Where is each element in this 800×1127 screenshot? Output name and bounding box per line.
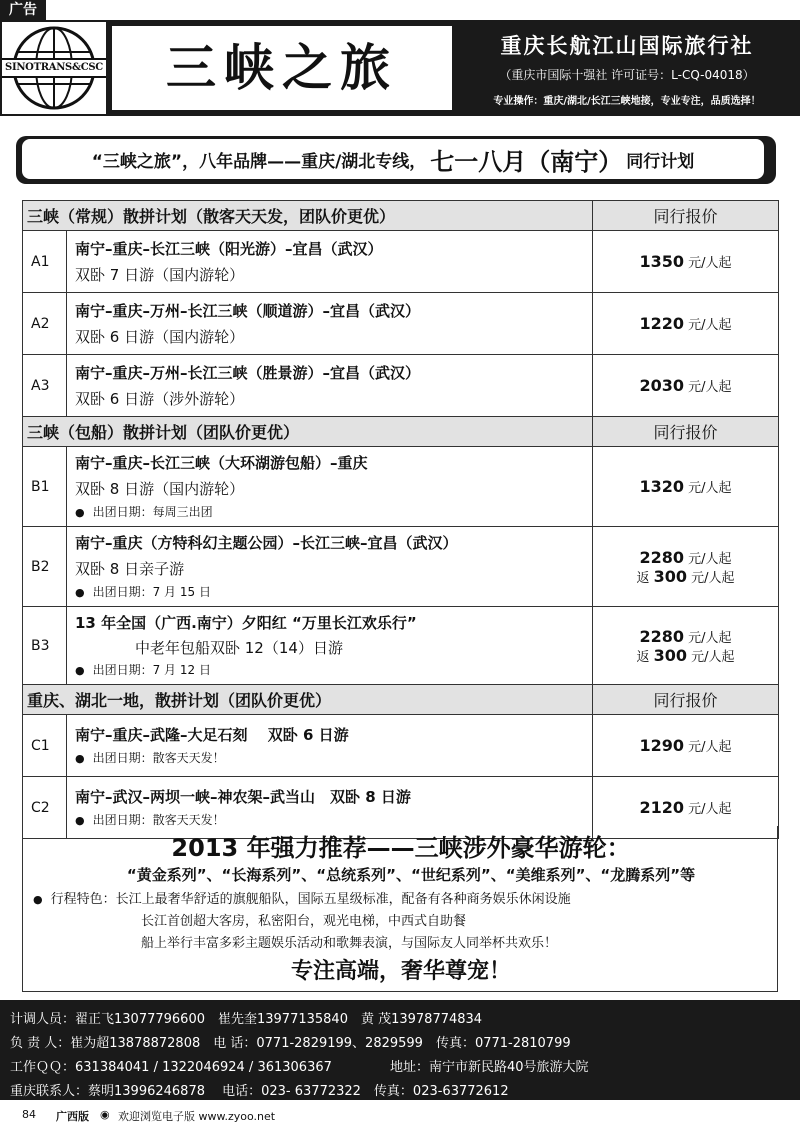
bullet-icon: ●	[75, 586, 85, 599]
section-title: 重庆、湖北一地，散拼计划（团队价更优）	[23, 685, 593, 715]
route-price	[593, 293, 779, 355]
page-number: 84	[22, 1108, 36, 1121]
price-header: 同行报价	[593, 685, 779, 715]
company-logo	[2, 22, 106, 114]
route-price	[593, 231, 779, 293]
route-name: 南宁–重庆–长江三峡（大环湖游包船）–重庆	[75, 454, 368, 472]
departure-date: ● 出团日期：每周三出团	[75, 502, 586, 523]
route-code: B2	[23, 527, 67, 607]
route-detail: 中老年包船双卧 12（14）日游	[135, 639, 343, 657]
price-unit: 元/人起	[688, 740, 732, 755]
promo-title: 2013 年强力推荐——三峡涉外豪华游轮：	[171, 834, 631, 862]
route-code: C2	[23, 777, 67, 839]
section-title: 三峡（常规）散拼计划（散客天天发，团队价更优）	[23, 201, 593, 231]
price-unit: 元/人起	[691, 570, 735, 586]
departure-date: ● 出团日期：7 月 15 日	[75, 582, 586, 603]
contact-line: 工作ＱＱ：631384041 / 1322046924 / 361306367	[10, 1060, 332, 1075]
table-row	[23, 293, 779, 355]
route-code: B3	[23, 607, 67, 685]
price-value: 1290	[639, 736, 685, 755]
logo-text: SINOTRANS&CSC	[2, 58, 106, 78]
promo-section	[22, 826, 778, 992]
section-header	[23, 685, 779, 715]
price-value: 2280	[639, 547, 685, 567]
slogan: 三峡之旅	[166, 38, 398, 97]
price-unit: 元/人起	[688, 802, 732, 817]
section-title: 三峡（包船）散拼计划（团队价更优）	[23, 417, 593, 447]
price-value: 1320	[639, 477, 685, 496]
table-row	[23, 447, 779, 527]
price-unit: 元/人起	[688, 481, 732, 496]
price-value: 1220	[639, 314, 685, 333]
route-name: 南宁–武汉–两坝一峡–神农架–武当山 双卧 8 日游	[75, 788, 411, 806]
contact-line: 计调人员：翟正飞13077796600 崔先奎13977135840 黄 茂13978774834	[10, 1012, 483, 1027]
contact-line: 负 责 人：崔为超13878872808 电 话：0771-2829199、2829599 传真：0771-2810799	[10, 1036, 571, 1051]
banner-part3: 同行计划	[626, 151, 695, 172]
route-name: 南宁–重庆（方特科幻主题公园）–长江三峡–宜昌（武汉）	[75, 534, 458, 552]
return-value: 300	[653, 566, 688, 586]
route-code: B1	[23, 447, 67, 527]
site-logo-icon: ◉	[100, 1108, 110, 1121]
price-value: 2120	[639, 798, 685, 817]
promo-feature: ● 行程特色：长江上最奢华舒适的旗舰船队，国际五星级标准，配备有各种商务娱乐休闲设施	[33, 892, 571, 907]
route-price	[593, 447, 779, 527]
departure-date: ● 出团日期：7 月 12 日	[75, 660, 586, 681]
route-name: 南宁–重庆–万州–长江三峡（顺道游）–宜昌（武汉）	[75, 301, 421, 320]
route-detail: 双卧 7 日游（国内游轮）	[75, 265, 245, 284]
route-detail: 双卧 8 日游（国内游轮）	[75, 480, 245, 498]
ad-tag: 广告	[0, 0, 46, 20]
table-row	[23, 607, 779, 685]
route-price	[593, 607, 779, 685]
price-unit: 元/人起	[688, 256, 732, 271]
route-detail: 双卧 6 日游（涉外游轮）	[75, 389, 245, 408]
address-line: 地址：南宁市新民路40号旅游大院	[390, 1060, 589, 1075]
slogan-box	[112, 26, 452, 110]
table-row	[23, 231, 779, 293]
section-header	[23, 201, 779, 231]
header	[0, 20, 800, 116]
return-value: 300	[653, 645, 688, 665]
edition-label: 广西版	[56, 1110, 89, 1123]
return-label: 返	[636, 649, 650, 665]
bullet-icon: ●	[75, 664, 85, 677]
price-unit: 元/人起	[691, 649, 735, 665]
return-label: 返	[636, 570, 650, 586]
departure-date: ● 出团日期：散客天天发！	[75, 810, 586, 831]
price-unit: 元/人起	[688, 551, 732, 567]
promo-ending: 专注高端，奢华尊宠！	[290, 959, 511, 984]
section-header	[23, 417, 779, 447]
headline-banner	[16, 136, 776, 184]
price-header: 同行报价	[593, 417, 779, 447]
price-unit: 元/人起	[688, 318, 732, 333]
bullet-icon: ●	[75, 506, 85, 519]
specialty-info: 专业操作：重庆/湖北/长江三峡地接，专业专注，品质选择！	[493, 96, 761, 107]
promo-feature: 长江首创超大客房，私密阳台，观光电梯，中西式自助餐	[141, 914, 467, 929]
promo-series: “黄金系列”、“长海系列”、“总统系列”、“世纪系列”、“美维系列”、“龙腾系列”等	[126, 866, 696, 884]
banner-part2: 七一八月（南宁）	[430, 147, 623, 176]
price-unit: 元/人起	[688, 380, 732, 395]
route-code: A1	[23, 231, 67, 293]
website-note: 欢迎浏览电子版 www.zyoo.net	[118, 1110, 276, 1123]
bullet-icon: ●	[75, 752, 85, 765]
route-name: 南宁–重庆–万州–长江三峡（胜景游）–宜昌（武汉）	[75, 363, 421, 382]
departure-date: ● 出团日期：散客天天发！	[75, 748, 586, 769]
route-price	[593, 527, 779, 607]
contact-footer	[0, 1000, 800, 1100]
price-header: 同行报价	[593, 201, 779, 231]
route-name: 南宁–重庆–武隆–大足石刻 双卧 6 日游	[75, 726, 349, 744]
company-name: 重庆长航江山国际旅行社	[500, 34, 754, 58]
contact-line: 重庆联系人：蔡明13996246878 电话：023- 63772322 传真：023-63772612	[10, 1084, 509, 1099]
route-name: 南宁–重庆–长江三峡（阳光游）–宜昌（武汉）	[75, 239, 383, 258]
bullet-icon: ●	[33, 893, 43, 906]
license-info: （重庆市国际十强社 许可证号：L-CQ-04018）	[499, 68, 755, 82]
banner-part1: “三峡之旅”，八年品牌——重庆/湖北专线，	[91, 151, 427, 172]
price-value: 1350	[639, 252, 685, 271]
route-price	[593, 355, 779, 417]
route-detail: 双卧 8 日亲子游	[75, 560, 185, 578]
route-detail: 双卧 6 日游（国内游轮）	[75, 327, 245, 346]
table-row	[23, 715, 779, 777]
page-footer	[0, 1104, 800, 1127]
route-code: C1	[23, 715, 67, 777]
price-value: 2030	[639, 376, 685, 395]
table-row	[23, 527, 779, 607]
route-price	[593, 715, 779, 777]
route-code: A2	[23, 293, 67, 355]
bullet-icon: ●	[75, 814, 85, 827]
price-unit: 元/人起	[688, 630, 732, 646]
route-code: A3	[23, 355, 67, 417]
price-table	[22, 200, 778, 839]
route-name: 13 年全国（广西.南宁）夕阳红 “万里长江欢乐行”	[75, 614, 417, 632]
promo-feature: 船上举行丰富多彩主题娱乐活动和歌舞表演，与国际友人同举杯共欢乐！	[141, 936, 558, 951]
price-value: 2280	[639, 626, 685, 646]
table-row	[23, 355, 779, 417]
